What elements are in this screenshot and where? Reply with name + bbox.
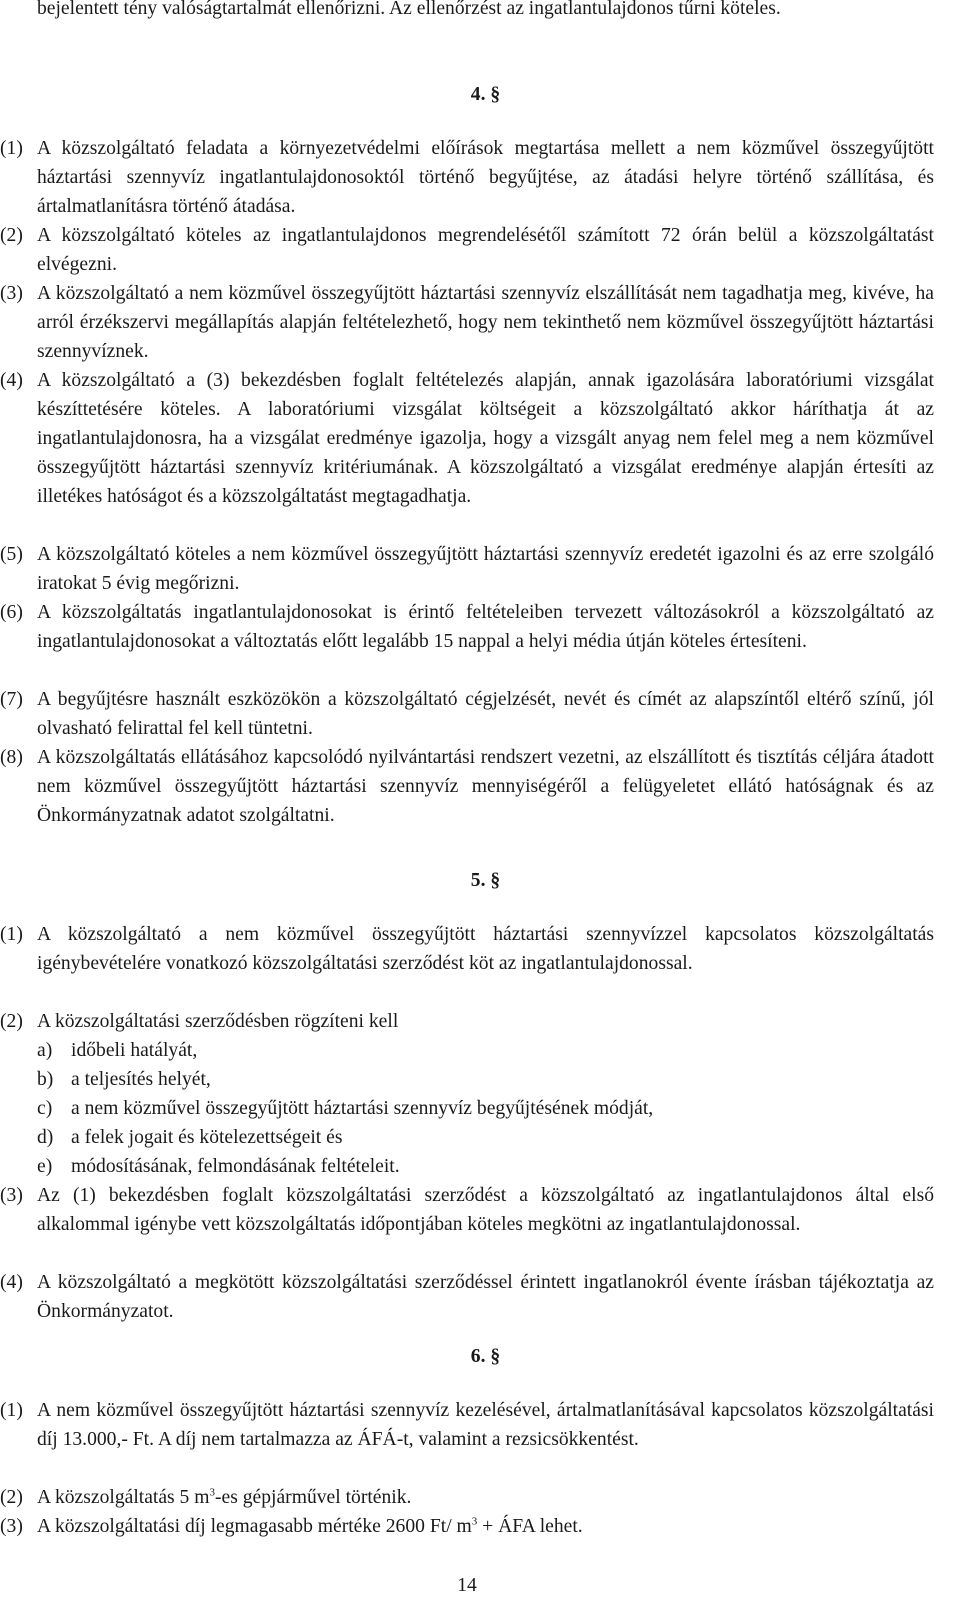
paragraph: [0, 598, 934, 685]
list-label: e): [37, 1156, 53, 1177]
paragraph-number: (7): [0, 689, 23, 710]
section-6-body: [0, 1396, 934, 1541]
section-4-body: [0, 134, 934, 859]
paragraph-number: (2): [0, 225, 23, 246]
paragraph-text: [37, 1516, 583, 1537]
paragraph-number: (1): [0, 138, 23, 159]
paragraph: [0, 279, 934, 366]
paragraph: [0, 1007, 934, 1036]
list-text: időbeli hatályát,: [71, 1040, 198, 1061]
list-text: a teljesítés helyét,: [71, 1069, 211, 1090]
paragraph-text: A közszolgáltató feladata a környezetvédelmi előírások megtartása mellett a nem közművel összegyűjtött háztartási szennyvíz ingatlantulajdonosoktól történő begyűjtése, az átadási helyre történő szállítása, és ártalmatlanításra történő átadása.: [37, 138, 934, 217]
list-item: [37, 1152, 934, 1181]
list-item: [37, 1123, 934, 1152]
paragraph: [0, 1396, 934, 1483]
paragraph: [0, 366, 934, 540]
paragraph-text: A közszolgáltató a nem közművel összegyűjtött háztartási szennyvízzel kapcsolatos közszolgáltatás igénybevételére vonatkozó közszolgáltatási szerződést köt az ingatlantulajdonossal.: [37, 924, 934, 974]
paragraph: [0, 685, 934, 743]
superscript: 3: [471, 1515, 478, 1528]
list-label: a): [37, 1040, 53, 1061]
paragraph: [0, 1268, 934, 1326]
list-label: b): [37, 1069, 54, 1090]
paragraph-text: A közszolgáltatás ellátásához kapcsolódó nyilvántartási rendszert vezetni, az elszállított és tisztítás céljára átadott nem közművel összegyűjtött háztartási szennyvíz mennyiségéről a felügyeletet ellátó hatóságnak és az Önkormányzatnak adatot szolgáltatni.: [37, 747, 934, 826]
paragraph-number: (8): [0, 747, 23, 768]
paragraph-number: (1): [0, 924, 23, 945]
paragraph: [0, 134, 934, 221]
paragraph-number: (6): [0, 602, 23, 623]
paragraph-text: Az (1) bekezdésben foglalt közszolgáltatási szerződést a közszolgáltató az ingatlantulajdonos által első alkalommal igénybe vett közszolgáltatás időpontjában köteles megkötni az ingatlantulajdonossal.: [37, 1185, 934, 1235]
list-text: módosításának, felmondásának feltételeit.: [71, 1156, 400, 1177]
paragraph-text: A közszolgáltató a megkötött közszolgáltatási szerződéssel érintett ingatlanokról évente írásban tájékoztatja az Önkormányzatot.: [37, 1272, 934, 1322]
paragraph-number: (4): [0, 370, 23, 391]
list-label: d): [37, 1127, 54, 1148]
paragraph-number: (2): [0, 1487, 23, 1508]
paragraph-text: A közszolgáltató köteles az ingatlantulajdonos megrendelésétől számított 72 órán belül a közszolgáltatást elvégezni.: [37, 225, 934, 275]
paragraph: [0, 743, 934, 859]
paragraph-number: (3): [0, 1185, 23, 1206]
paragraph-number: (4): [0, 1272, 23, 1293]
list-item: [37, 1094, 934, 1123]
paragraph: [0, 221, 934, 279]
paragraph-text: bejelentett tény valóságtartalmát ellenőrizni. Az ellenőrzést az ingatlantulajdonos tűrni köteles.: [37, 0, 781, 19]
paragraph-number: (2): [0, 1011, 23, 1032]
paragraph-text: A közszolgáltató a nem közművel összegyűjtött háztartási szennyvíz elszállítását nem tagadhatja meg, kivéve, ha arról érzékszervi megállapítás alapján feltételezhető, hogy nem tekinthető nem közművel összegyűjtött háztartási szennyvíznek.: [37, 283, 934, 362]
text-segment: A közszolgáltatás 5 m: [37, 1487, 210, 1508]
paragraph: [0, 1483, 934, 1512]
list-text: a nem közművel összegyűjtött háztartási szennyvíz begyűjtésének módját,: [71, 1098, 654, 1119]
list-label: c): [37, 1098, 53, 1119]
paragraph: [0, 540, 934, 598]
paragraph: [0, 920, 934, 1007]
enumerated-list: [37, 1036, 934, 1181]
paragraph-text: A begyűjtésre használt eszközökön a közszolgáltató cégjelzését, nevét és címét az alapszíntől eltérő színű, jól olvasható felirattal fel kell tüntetni.: [37, 689, 934, 739]
text-segment: + ÁFA lehet.: [477, 1516, 583, 1537]
paragraph-number: (1): [0, 1400, 23, 1421]
section-5-body: [0, 920, 934, 1326]
paragraph-number: (3): [0, 283, 23, 304]
paragraph-number: (5): [0, 544, 23, 565]
paragraph: [0, 1512, 934, 1541]
section-heading-6: 6. §: [470, 1346, 501, 1367]
paragraph-number: (3): [0, 1516, 23, 1537]
paragraph: [0, 1181, 934, 1268]
list-text: a felek jogait és kötelezettségeit és: [71, 1127, 343, 1148]
paragraph-text: A közszolgáltató a (3) bekezdésben foglalt feltételezés alapján, annak igazolására laboratóriumi vizsgálat készíttetésére köteles. A laboratóriumi vizsgálat költségeit a közszolgáltató akkor háríthatja át az ingatlantulajdonosra, ha a vizsgálat eredménye igazolja, hogy a vizsgált anyag nem felel meg a nem közművel összegyűjtött háztartási szennyvíz kritériumának. A közszolgáltató a vizsgálat eredménye alapján értesíti az illetékes hatóságot és a közszolgáltatást megtagadhatja.: [37, 370, 934, 507]
paragraph-text: A közszolgáltatási szerződésben rögzíteni kell: [37, 1011, 399, 1032]
page-number: 14: [457, 1575, 477, 1596]
section-heading-5: 5. §: [470, 870, 501, 891]
list-item: [37, 1036, 934, 1065]
continued-paragraph: [37, 0, 934, 23]
paragraph-text: A nem közművel összegyűjtött háztartási szennyvíz kezelésével, ártalmatlanításával kapcsolatos közszolgáltatási díj 13.000,- Ft. A díj nem tartalmazza az ÁFÁ-t, valamint a rezsicsökkentést.: [37, 1400, 934, 1450]
superscript: 3: [209, 1486, 215, 1499]
paragraph-text: [37, 1487, 411, 1508]
list-item: [37, 1065, 934, 1094]
text-segment: A közszolgáltatási díj legmagasabb mértéke 2600 Ft/ m: [37, 1516, 472, 1537]
paragraph-text: A közszolgáltatás ingatlantulajdonosokat is érintő feltételeiben tervezett változásokról a közszolgáltató az ingatlantulajdonosokat a változtatás előtt legalább 15 nappal a helyi média útján köteles értesíteni.: [37, 602, 934, 652]
section-heading-4: 4. §: [470, 84, 501, 105]
text-segment: -es gépjárművel történik.: [215, 1487, 412, 1508]
paragraph-text: A közszolgáltató köteles a nem közművel összegyűjtött háztartási szennyvíz eredetét igazolni és az erre szolgáló iratokat 5 évig megőrizni.: [37, 544, 934, 594]
